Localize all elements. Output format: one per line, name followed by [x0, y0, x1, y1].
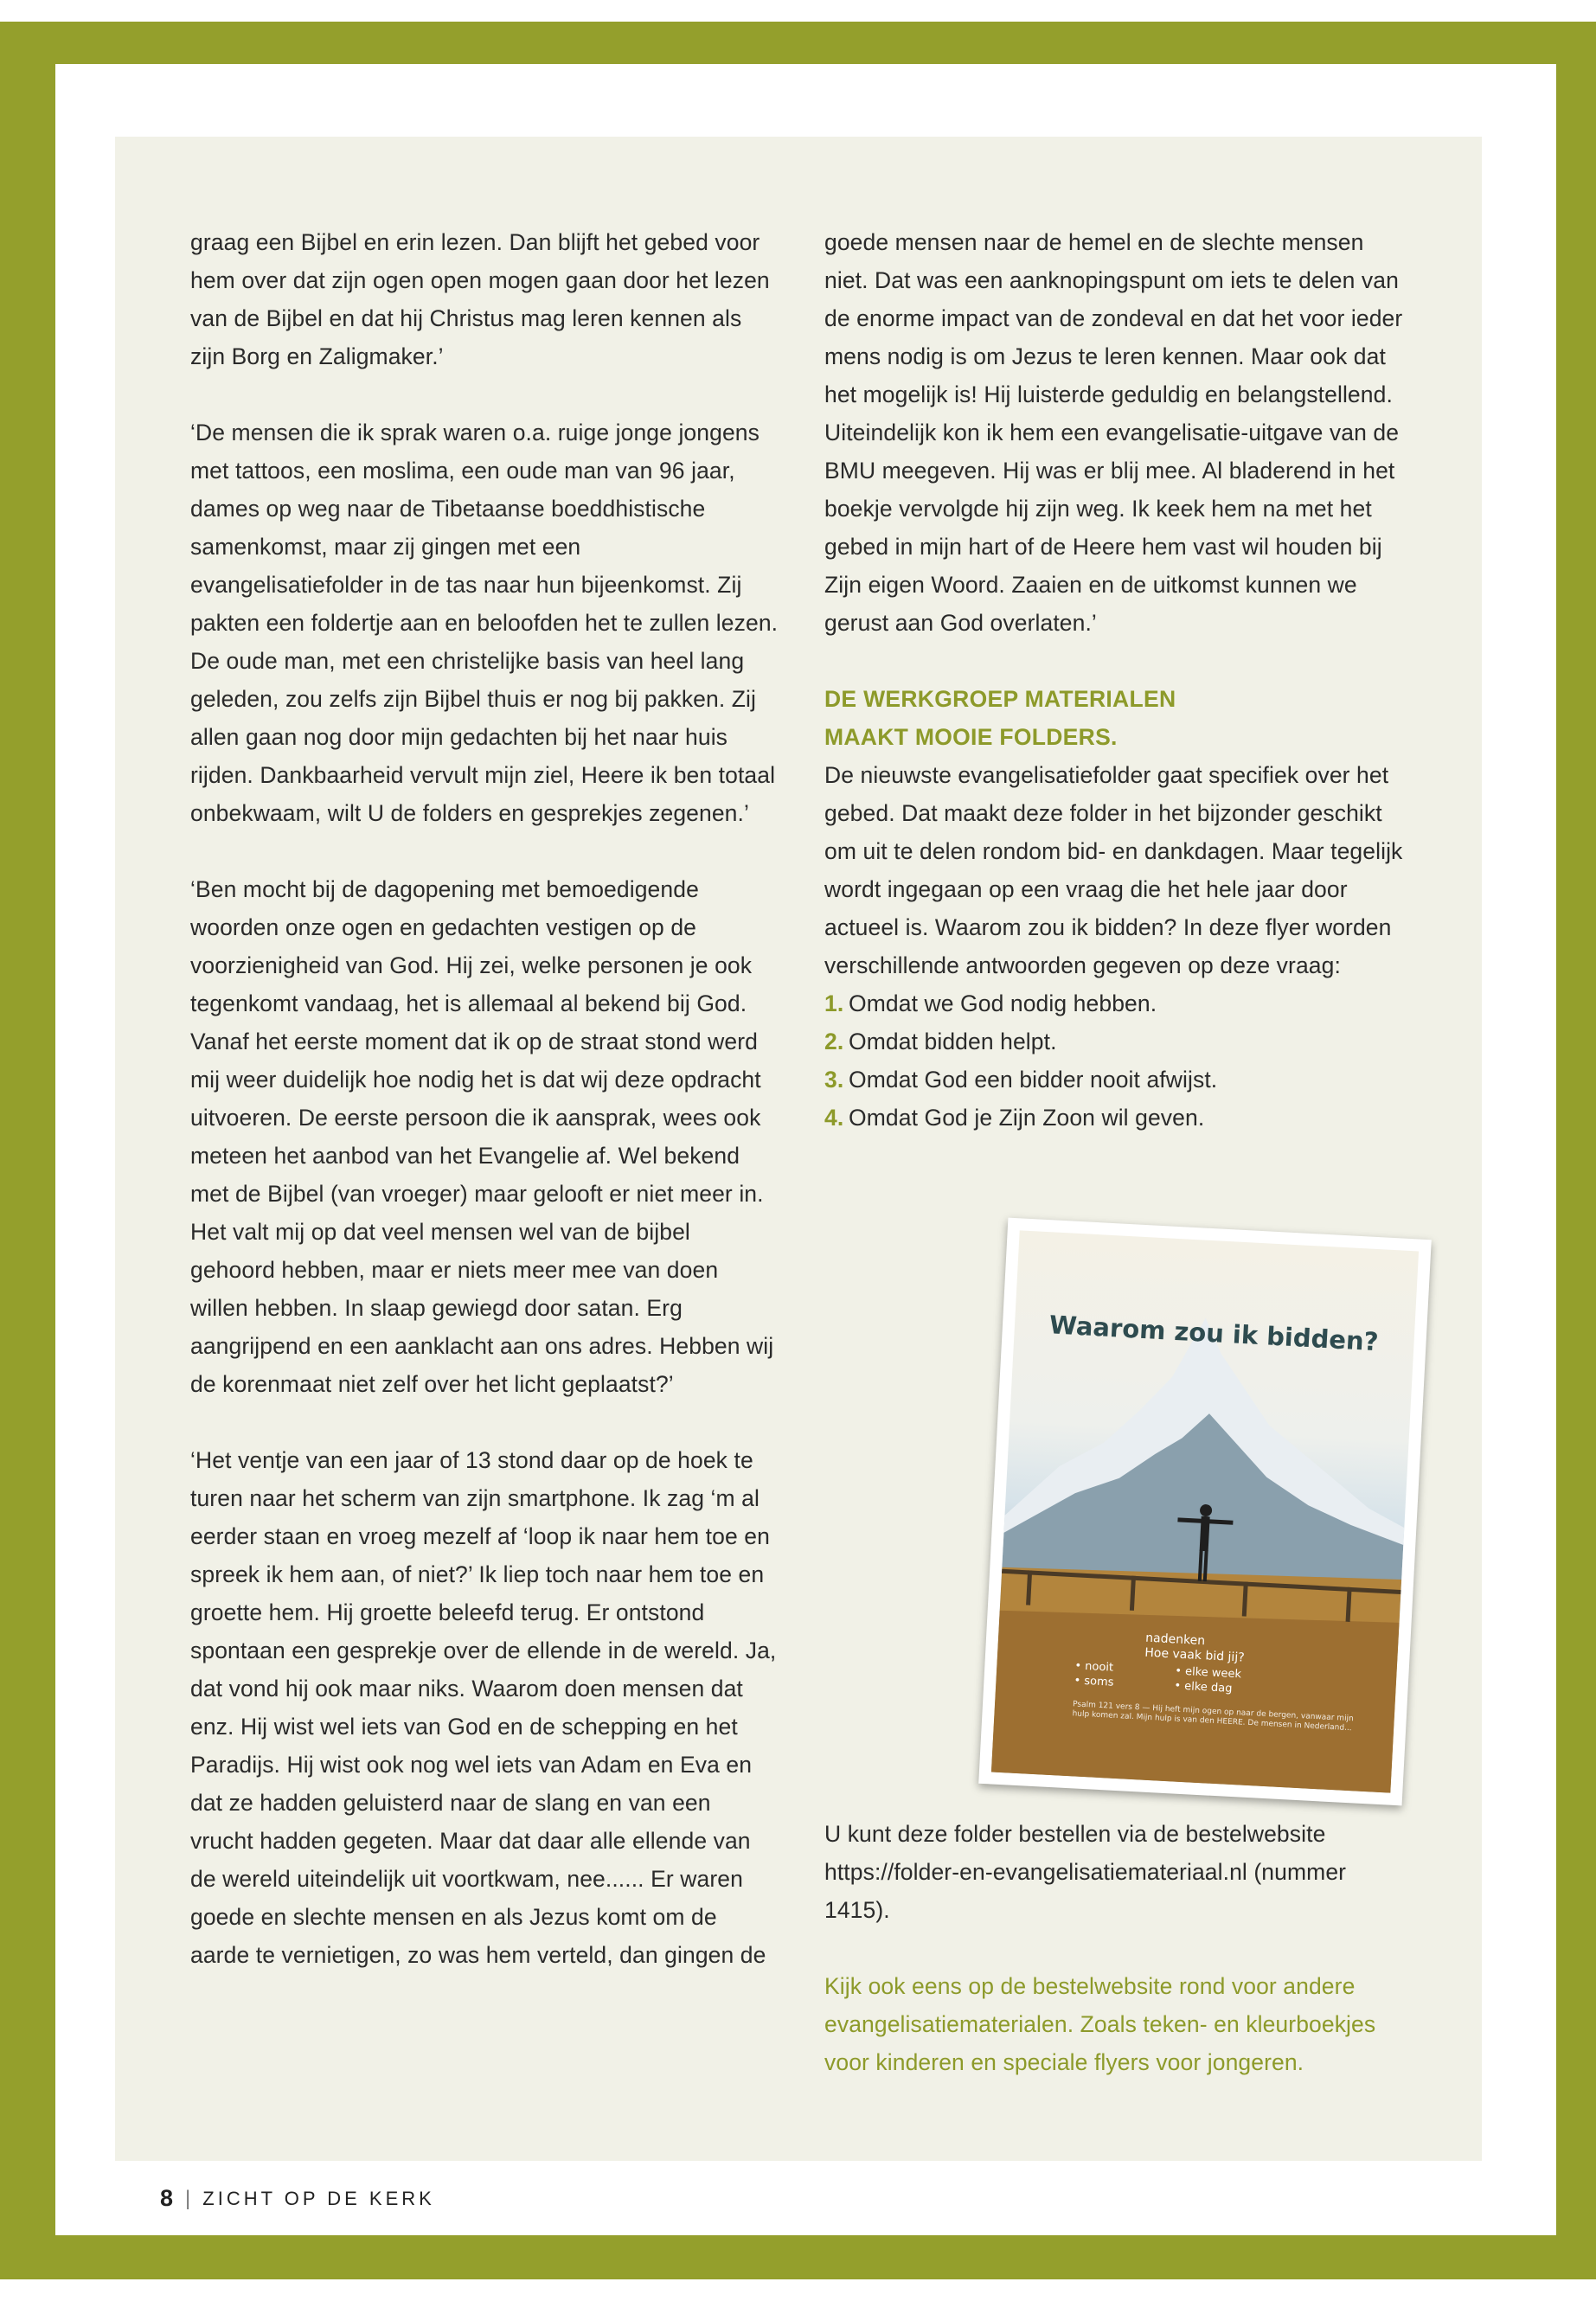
list-item: [824, 1022, 1413, 1061]
section-heading: [824, 680, 1413, 756]
right-column-bottom: [824, 1815, 1413, 2081]
flyer-question: Hoe vaak bid jij?: [1144, 1645, 1246, 1665]
left-column: [190, 223, 779, 1974]
flyer-option: • nooit: [1074, 1659, 1114, 1675]
flyer-image: [978, 1218, 1432, 1806]
flyer-option: • elke dag: [1173, 1679, 1233, 1695]
list-text: Omdat we God nodig hebben.: [849, 990, 1157, 1016]
paragraph: ‘De mensen die ik sprak waren o.a. ruige jonge jongens met tattoos, een moslima, een oude man van 96 jaar, dames op weg naar de Tibetaanse boeddhistische samenkomst, maar zij gingen met een evangelisatiefolder in de tas naar hun bijeenkomst. Zij pakten een foldertje aan en beloofden het te zullen lezen. De oude man, met een christelijke basis van heel lang geleden, zou zelfs zijn Bijbel thuis er nog bij pakken. Zij allen gaan nog door mijn gedachten bij het naar huis rijden. Dankbaarheid vervult mijn ziel, Heere ik ben totaal onbekwaam, wilt U de folders en gesprekjes zegenen.’: [190, 420, 779, 826]
flyer-cover: [991, 1230, 1419, 1792]
flyer-option: • soms: [1074, 1674, 1114, 1689]
paragraph: ‘Ben mocht bij de dagopening met bemoedigende woorden onze ogen en gedachten vestigen op de voorzienigheid van God. Hij zei, welke personen je ook tegenkomt vandaag, het is allemaal al bekend bij God. Vanaf het eerste moment dat ik op de straat stond werd mij weer duidelijk hoe nodig het is dat wij deze opdracht uitvoeren. De eerste persoon die ik aansprak, wees ook meteen het aanbod van het Evangelie af. Wel bekend met de Bijbel (van vroeger) maar gelooft er niet meer in. Het valt mij op dat veel mensen wel van de bijbel gehoord hebben, maar er niets meer mee van doen willen hebben. In slaap gewiegd door satan. Erg aangrijpend en een aanklacht aan ons adres. Hebben wij de korenmaat niet zelf over het licht geplaatst?’: [190, 876, 774, 1397]
list-text: Omdat bidden helpt.: [849, 1029, 1057, 1054]
order-paragraph: U kunt deze folder bestellen via de bestelwebsite https://folder-en-evangelisatiemateriaal.nl (nummer 1415).: [824, 1821, 1347, 1923]
flyer-title: Waarom zou ik bidden?: [1048, 1310, 1380, 1357]
reasons-list: [824, 984, 1413, 1137]
list-text: Omdat God je Zijn Zoon wil geven.: [849, 1105, 1205, 1131]
heading-line: DE WERKGROEP MATERIALEN: [824, 686, 1176, 712]
flyer-question-block: [1072, 1627, 1370, 1734]
footer-separator: |: [185, 2186, 191, 2210]
flyer-fine-print: Psalm 121 vers 8 — Hij heft mijn ogen op naar de bergen, vanwaar mijn hulp komen zal. Mijn hulp is van den HEERE. De mensen in Nederland...: [1072, 1700, 1355, 1734]
right-column: [824, 223, 1413, 1137]
list-item: [824, 1099, 1413, 1137]
green-note: Kijk ook eens op de bestelwebsite rond voor andere evangelisatiematerialen. Zoals teken- en kleurboekjes voor kinderen en speciale flyers voor jongeren.: [824, 1973, 1376, 2075]
list-number: 2.: [824, 1029, 844, 1054]
paragraph: graag een Bijbel en erin lezen. Dan blijft het gebed voor hem over dat zijn ogen open mogen gaan door het lezen van de Bijbel en dat hij Christus mag leren kennen als zijn Borg en Zaligmaker.’: [190, 229, 770, 369]
list-item: [824, 1061, 1413, 1099]
paragraph: goede mensen naar de hemel en de slechte mensen niet. Dat was een aanknopingspunt om iets te delen van de enorme impact van de zondeval en dat het voor ieder mens nodig is om Jezus te leren kennen. Maar ook dat het mogelijk is! Hij luisterde geduldig en belangstellend. Uiteindelijk kon ik hem een evangelisatie-uitgave van de BMU meegeven. Hij was er blij mee. Al bladerend in het boekje vervolgde hij zijn weg. Ik keek hem na met het gebed in mijn hart of de Heere hem vast wil houden bij Zijn eigen Woord. Zaaien en de uitkomst kunnen we gerust aan God overlaten.’: [824, 229, 1403, 636]
page-footer: [160, 2185, 435, 2212]
heading-line: MAAKT MOOIE FOLDERS.: [824, 724, 1118, 750]
flyer-label: nadenken: [1144, 1631, 1206, 1649]
magazine-name: ZICHT OP DE KERK: [202, 2187, 435, 2209]
paragraph: ‘Het ventje van een jaar of 13 stond daar op de hoek te turen naar het scherm van zijn smartphone. Ik zag ‘m al eerder staan en vroeg mezelf af ‘loop ik naar hem toe en spreek ik hem aan, of niet?’ Ik liep toch naar hem toe en groette hem. Hij groette beleefd terug. Er ontstond spontaan een gesprekje over de ellende in de wereld. Ja, dat vond hij ook maar niks. Waarom doen mensen dat enz. Hij wist wel iets van God en de schepping en het Paradijs. Hij wist ook nog wel iets van Adam en Eva en dat ze hadden geluisterd naar de slang en van een vrucht hadden gegeten. Maar dat daar alle ellende van de wereld uiteindelijk uit voortkwam, nee...... Er waren goede en slechte mensen en als Jezus komt om de aarde te vernietigen, zo was hem verteld, dan gingen de: [190, 1447, 777, 1968]
paragraph: De nieuwste evangelisatiefolder gaat specifiek over het gebed. Dat maakt deze folder in het bijzonder geschikt om uit te delen rondom bid- en dankdagen. Maar tegelijk wordt ingegaan op een vraag die het hele jaar door actueel is. Waarom zou ik bidden? In deze flyer worden verschillende antwoorden gegeven op deze vraag:: [824, 762, 1403, 978]
list-number: 3.: [824, 1067, 844, 1093]
flyer-option: • elke week: [1174, 1664, 1242, 1682]
list-item: [824, 984, 1413, 1022]
page-number: 8: [160, 2185, 174, 2211]
list-number: 1.: [824, 990, 844, 1016]
list-number: 4.: [824, 1105, 844, 1131]
list-text: Omdat God een bidder nooit afwijst.: [849, 1067, 1218, 1093]
